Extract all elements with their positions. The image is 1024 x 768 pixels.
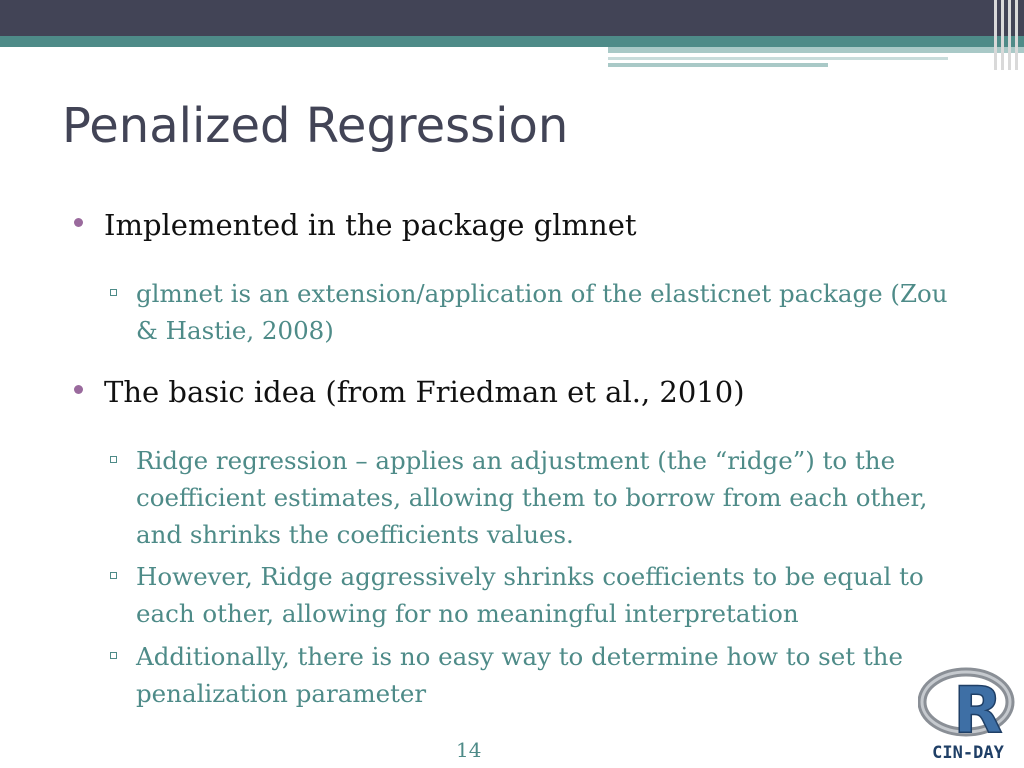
page-number: 14: [456, 738, 482, 762]
bullet-dot-icon: [74, 385, 83, 394]
sub-bullet-square-icon: [110, 572, 117, 579]
sub-bullet-square-icon: [110, 456, 117, 463]
sub-bullet-square-icon: [110, 289, 117, 296]
header-bar: [0, 0, 1024, 36]
sub-bullet-item: [110, 442, 970, 553]
accent-line-thin: [608, 57, 948, 60]
sub-bullet-square-icon: [110, 652, 117, 659]
accent-line-short: [608, 63, 828, 67]
sub-bullet-item: [110, 558, 970, 632]
slide-title: Penalized Regression: [62, 98, 569, 154]
bullet-text: Implemented in the package glmnet: [104, 208, 637, 242]
sub-bullet-item: [110, 638, 970, 712]
sub-bullet-text: Additionally, there is no easy way to determine how to set the penalization parameter: [136, 642, 903, 708]
corner-stripes: [992, 0, 1024, 70]
logo-letter: R: [953, 674, 1003, 748]
sub-bullet-text: Ridge regression – applies an adjustment (the “ridge”) to the coefficient estimates, allowing them to borrow from each other, and shrinks the coefficients values.: [136, 446, 928, 549]
sub-bullet-item: [110, 275, 970, 349]
sub-bullet-text: glmnet is an extension/application of the elasticnet package (Zou & Hastie, 2008): [136, 279, 948, 345]
sub-bullet-text: However, Ridge aggressively shrinks coefficients to be equal to each other, allowing for no meaningful interpretation: [136, 562, 924, 628]
bullet-text: The basic idea (from Friedman et al., 2010): [104, 375, 745, 409]
bullet-dot-icon: [74, 218, 83, 227]
accent-line: [608, 47, 1024, 53]
accent-band: [0, 36, 1024, 47]
r-logo-icon: [918, 662, 1018, 766]
logo-caption: CIN-DAY: [932, 743, 1004, 763]
